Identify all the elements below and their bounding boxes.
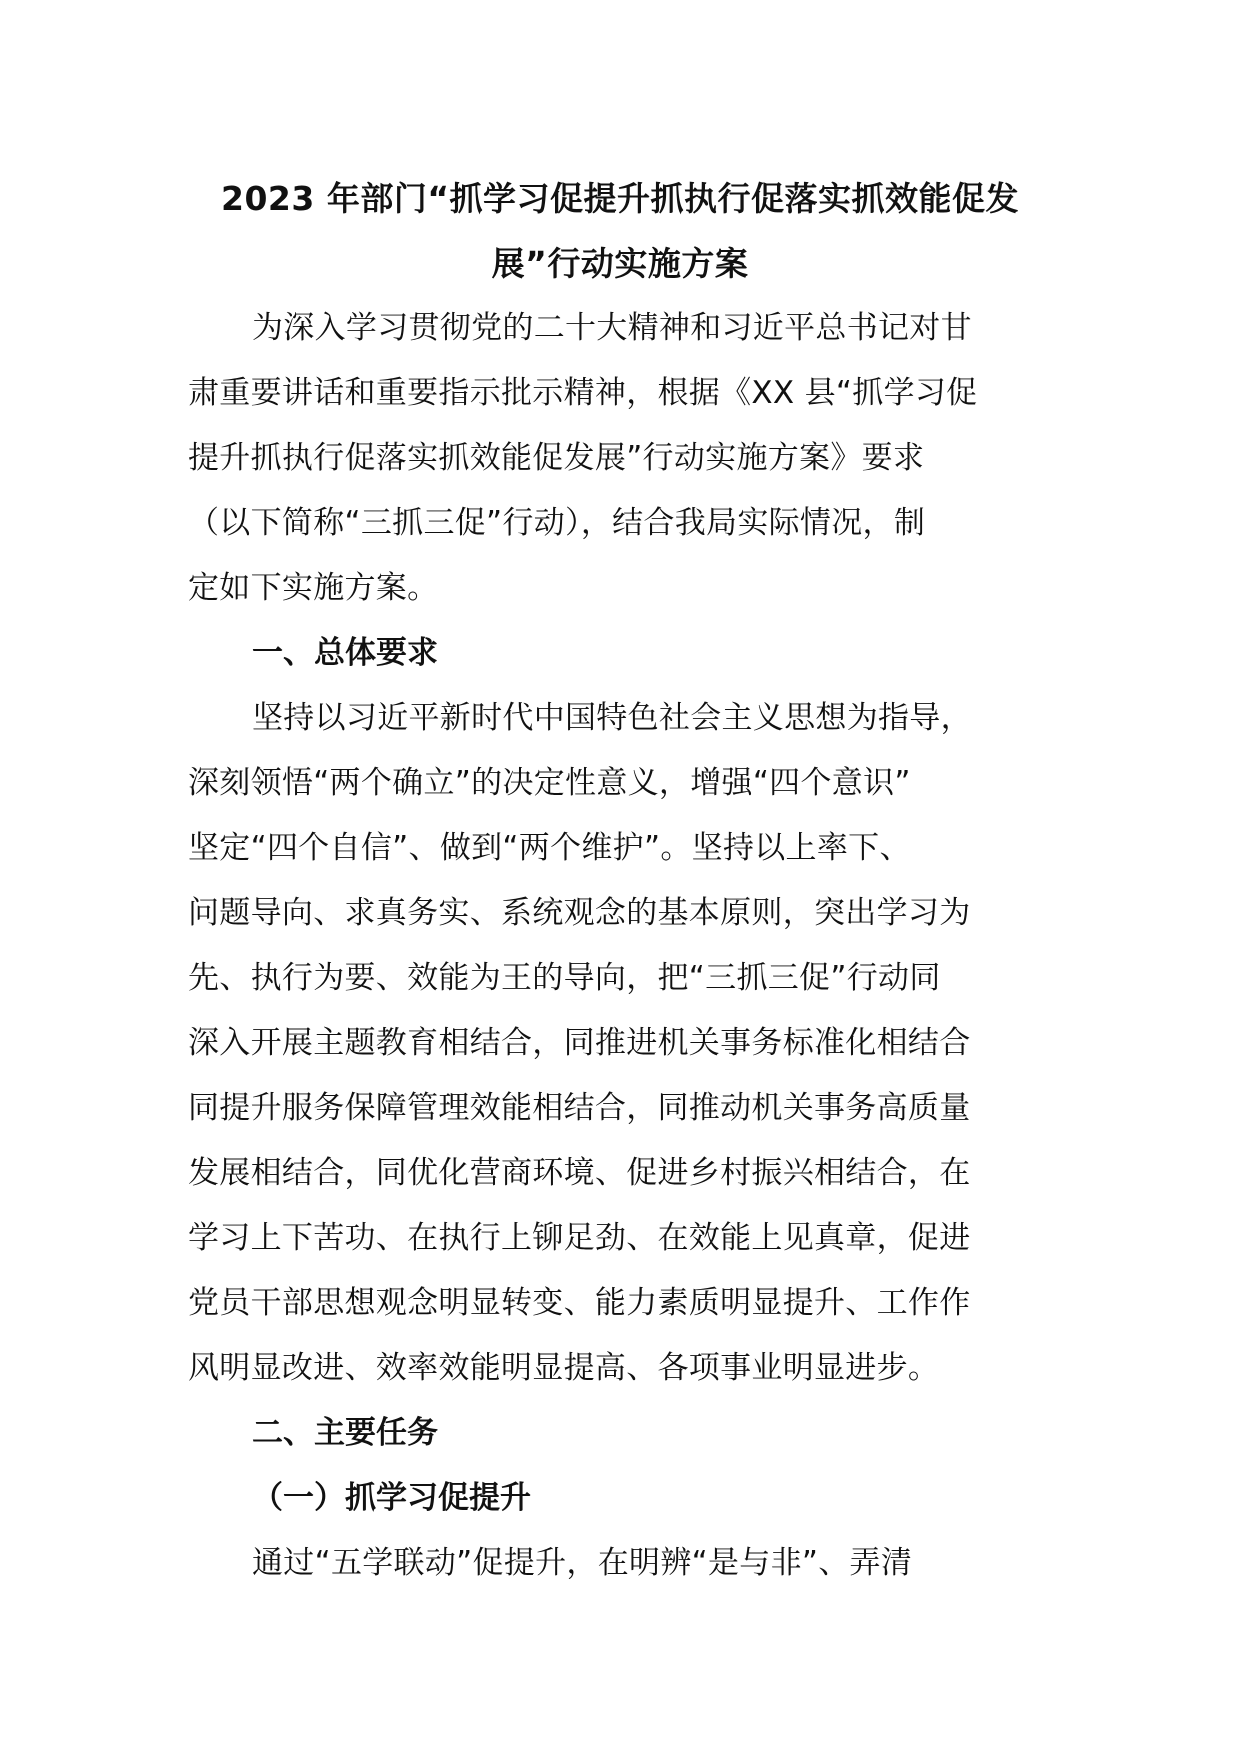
paragraph-line: 同提升服务保障管理效能相结合，同推动机关事务高质量 (188, 1090, 971, 1126)
document-body (188, 166, 1052, 1596)
paragraph-line: 坚定“四个自信”、做到“两个维护”。坚持以上率下、 (188, 830, 911, 866)
paragraph-line: 风明显改进、效率效能明显提高、各项事业明显进步。 (188, 1350, 940, 1386)
title-line-1: 2023 年部门“抓学习促提升抓执行促落实抓效能促发 (220, 179, 1020, 218)
paragraph-line: 深刻领悟“两个确立”的决定性意义，增强“四个意识” (188, 765, 911, 801)
document-title (188, 166, 1052, 296)
paragraph-line: 党员干部思想观念明显转变、能力素质明显提升、工作作 (188, 1285, 971, 1321)
intro-line: 定如下实施方案。 (188, 570, 439, 606)
intro-line: 肃重要讲话和重要指示批示精神，根据《XX 县“抓学习促 (188, 375, 978, 411)
paragraph-line: 问题导向、求真务实、系统观念的基本原则，突出学习为 (188, 895, 971, 931)
paragraph-line: 先、执行为要、效能为王的导向，把“三抓三促”行动同 (188, 960, 941, 996)
intro-line: 提升抓执行促落实抓效能促发展”行动实施方案》要求 (188, 440, 925, 476)
paragraph-line: 深入开展主题教育相结合，同推进机关事务标准化相结合 (188, 1025, 971, 1061)
paragraph-line: 通过“五学联动”促提升，在明辨“是与非”、弄清 (252, 1545, 913, 1581)
subsection-heading-study: （一）抓学习促提升 (252, 1480, 531, 1516)
paragraph-line: 坚持以习近平新时代中国特色社会主义思想为指导， (252, 700, 972, 736)
study-paragraph (188, 1531, 1052, 1596)
intro-line: （以下简称“三抓三促”行动），结合我局实际情况，制 (188, 505, 926, 541)
section-heading-general-requirements: 一、总体要求 (252, 635, 438, 671)
general-requirements-paragraph (188, 686, 1052, 1401)
paragraph-line: 学习上下苦功、在执行上铆足劲、在效能上见真章，促进 (188, 1220, 971, 1256)
intro-paragraph (188, 296, 1052, 621)
intro-line: 为深入学习贯彻党的二十大精神和习近平总书记对甘 (252, 310, 972, 346)
title-line-2: 展”行动实施方案 (491, 244, 749, 283)
paragraph-line: 发展相结合，同优化营商环境、促进乡村振兴相结合，在 (188, 1155, 971, 1191)
section-heading-main-tasks: 二、主要任务 (252, 1415, 438, 1451)
